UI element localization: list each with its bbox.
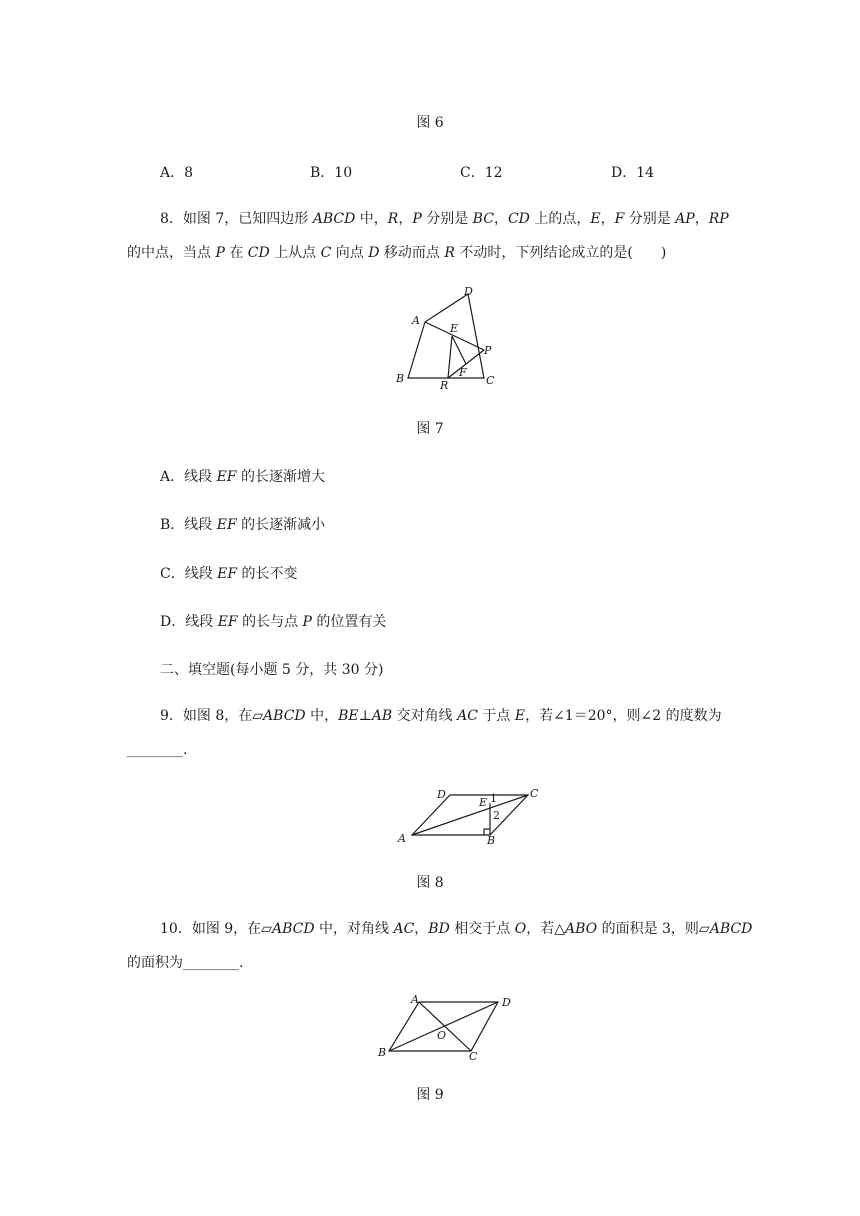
figure-7 [390, 282, 510, 392]
fig7-label-f: F [459, 366, 467, 379]
fig7-label-a: A [412, 314, 420, 327]
fig7-label-p: P [484, 344, 492, 357]
fig9-caption: 图 9 [416, 1087, 444, 1103]
fig9-label-a: A [411, 993, 419, 1006]
q8-option-d: D．线段 EF 的长与点 P 的位置有关 [160, 614, 387, 630]
fig6-caption: 图 6 [416, 115, 444, 131]
fig8-label-a: A [398, 832, 406, 845]
q7-option-c: C．12 [460, 165, 503, 181]
q7-option-a: A．8 [160, 165, 194, 181]
figure-8 [395, 782, 545, 852]
fig7-er [448, 336, 452, 378]
q10-text: 10．如图 9，在▱ABCD 中，对角线 AC，BD 相交于点 O，若△ABO 的面积是 3，则▱ABCD 的面积为________. [127, 921, 753, 971]
q7-option-d: D．14 [611, 165, 655, 181]
fig7-label-r: R [440, 379, 449, 392]
fig9-label-d: D [502, 996, 511, 1009]
fig7-label-e: E [450, 322, 459, 335]
section-heading: 二、填空题(每小题 5 分，共 30 分) [160, 662, 384, 678]
q9-text: 9．如图 8，在▱ABCD 中，BE⊥AB 交对角线 AC 于点 E，若∠1＝20°，则∠2 的度数为 ________. [127, 708, 722, 758]
fig9-label-o: O [437, 1029, 447, 1042]
q7-option-b: B．10 [310, 165, 353, 181]
fig8-caption: 图 8 [416, 875, 444, 891]
fig8-label-c: C [530, 787, 539, 800]
fig9-diagonal-ac [419, 1002, 471, 1051]
fig8-diagonal-ac [412, 795, 528, 835]
fig7-label-d: D [464, 285, 473, 298]
fig8-label-d: D [437, 788, 446, 801]
q8-option-a: A．线段 EF 的长逐渐增大 [160, 469, 325, 485]
fig8-label-1: 1 [490, 792, 497, 805]
fig8-label-e: E [479, 796, 488, 809]
q8-option-c: C．线段 EF 的长不变 [160, 566, 298, 582]
q8-text: 8．如图 7，已知四边形 ABCD 中，R，P 分别是 BC，CD 上的点，E，F 分别是 AP，RP 的中点，当点 P 在 CD 上从点 C 向点 D 移动而点 R 不动时，下列结论成立的是( ) [127, 211, 729, 261]
fig7-caption: 图 7 [416, 421, 444, 437]
fig8-label-b: B [487, 834, 496, 847]
figure-9 [375, 992, 525, 1062]
q8-option-b: B．线段 EF 的长逐渐减小 [160, 517, 326, 533]
fig9-label-b: B [378, 1046, 387, 1059]
fig7-label-b: B [396, 372, 405, 385]
fig9-label-c: C [469, 1050, 478, 1063]
fig9-diagonal-bd [389, 1002, 498, 1051]
fig7-label-c: C [486, 374, 495, 387]
fig7-quad [408, 294, 484, 378]
fig8-label-2: 2 [493, 809, 500, 822]
